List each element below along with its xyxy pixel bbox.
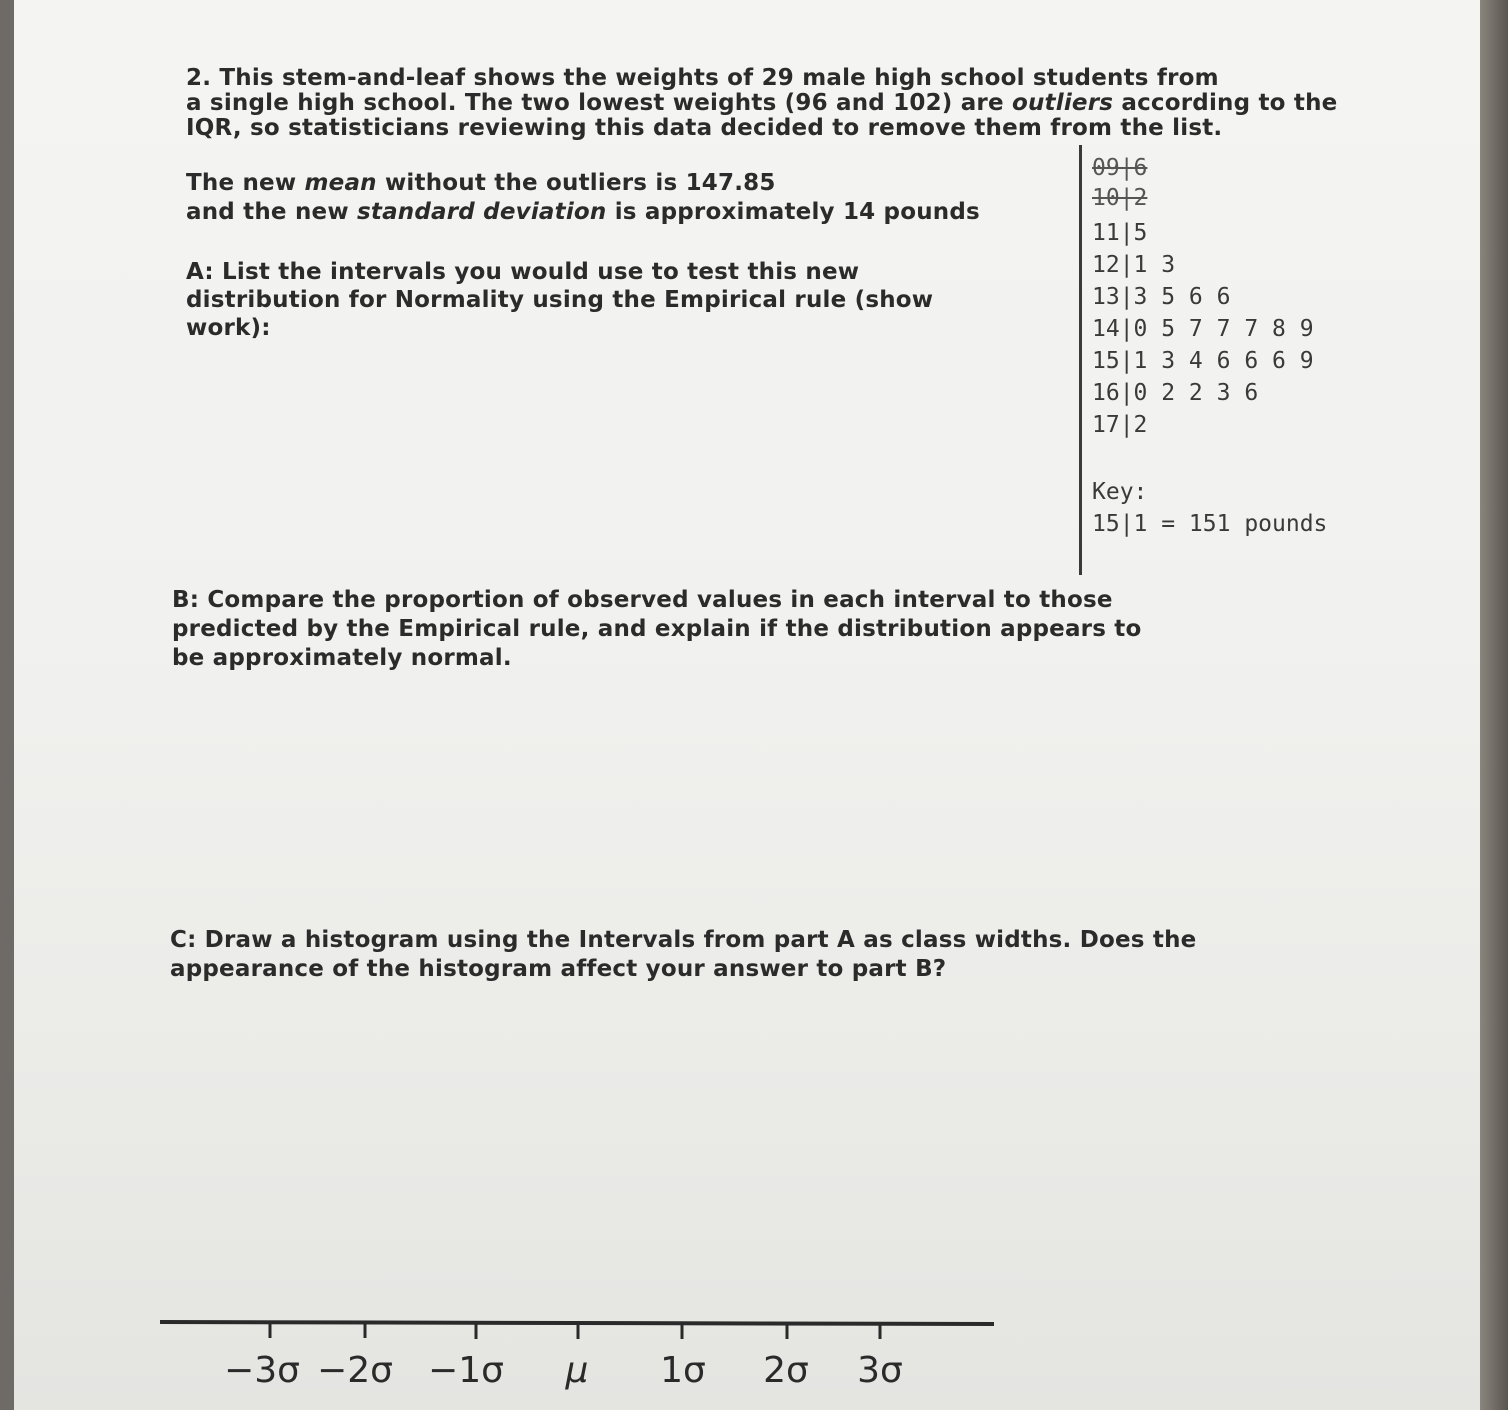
intro-line-2-end: according to the [1113, 90, 1338, 116]
sd-before: and the new [186, 199, 357, 225]
part-b-line-2: predicted by the Empirical rule, and explain if the distribution appears to [172, 616, 1142, 642]
part-a-line-1: A: List the intervals you would use to test this new [186, 259, 860, 285]
crossed-row: 10|2 [1092, 185, 1148, 211]
part-c-line-1: C: Draw a histogram using the Intervals from part A as class widths. Does the [170, 927, 1197, 953]
label-plus-1-sigma: 1σ [660, 1350, 706, 1391]
label-plus-2-sigma: 2σ [763, 1350, 809, 1391]
intro-line-2: a single high school. The two lowest weights (96 and 102) are [186, 90, 1012, 116]
stem-row: 14|0 5 7 7 7 8 9 [1092, 316, 1314, 342]
sd-after: is approximately 14 pounds [606, 199, 980, 225]
part-a-line-2: distribution for Normality using the Empirical rule (show [186, 287, 934, 313]
label-mu: μ [565, 1350, 589, 1391]
mean-after: without the outliers is 147.85 [376, 170, 776, 196]
label-minus-2-sigma: −2σ [317, 1350, 393, 1391]
part-b-line-1: B: Compare the proportion of observed values in each interval to those [172, 587, 1113, 613]
mean-before: The new [186, 170, 305, 196]
question-number: 2. [186, 65, 212, 91]
label-plus-3-sigma: 3σ [857, 1350, 903, 1391]
intro-italic: outliers [1011, 90, 1114, 116]
key-value: 15|1 = 151 pounds [1092, 511, 1328, 537]
stem-row: 16|0 2 2 3 6 [1092, 380, 1259, 406]
part-a-line-3: work): [186, 315, 271, 341]
part-c-line-2: appearance of the histogram affect your answer to part B? [170, 956, 947, 982]
part-b-line-3: be approximately normal. [172, 645, 512, 671]
intro-line-3: IQR, so statisticians reviewing this data decided to remove them from the list. [186, 115, 1223, 141]
stem-row: 11|5 [1092, 220, 1148, 246]
label-minus-3-sigma: −3σ [224, 1350, 300, 1391]
stem-row: 15|1 3 4 6 6 6 9 [1092, 348, 1314, 374]
intro-line-1: This stem-and-leaf shows the weights of 29 male high school students from [219, 65, 1219, 91]
key-label: Key: [1092, 479, 1148, 505]
stem-row: 13|3 5 6 6 [1092, 284, 1231, 310]
label-minus-1-sigma: −1σ [428, 1350, 504, 1391]
stem-row: 12|1 3 [1092, 252, 1176, 278]
mean-italic: mean [304, 170, 377, 196]
stem-row: 17|2 [1092, 412, 1148, 438]
crossed-row: 09|6 [1092, 155, 1148, 181]
sd-italic: standard deviation [356, 199, 607, 225]
